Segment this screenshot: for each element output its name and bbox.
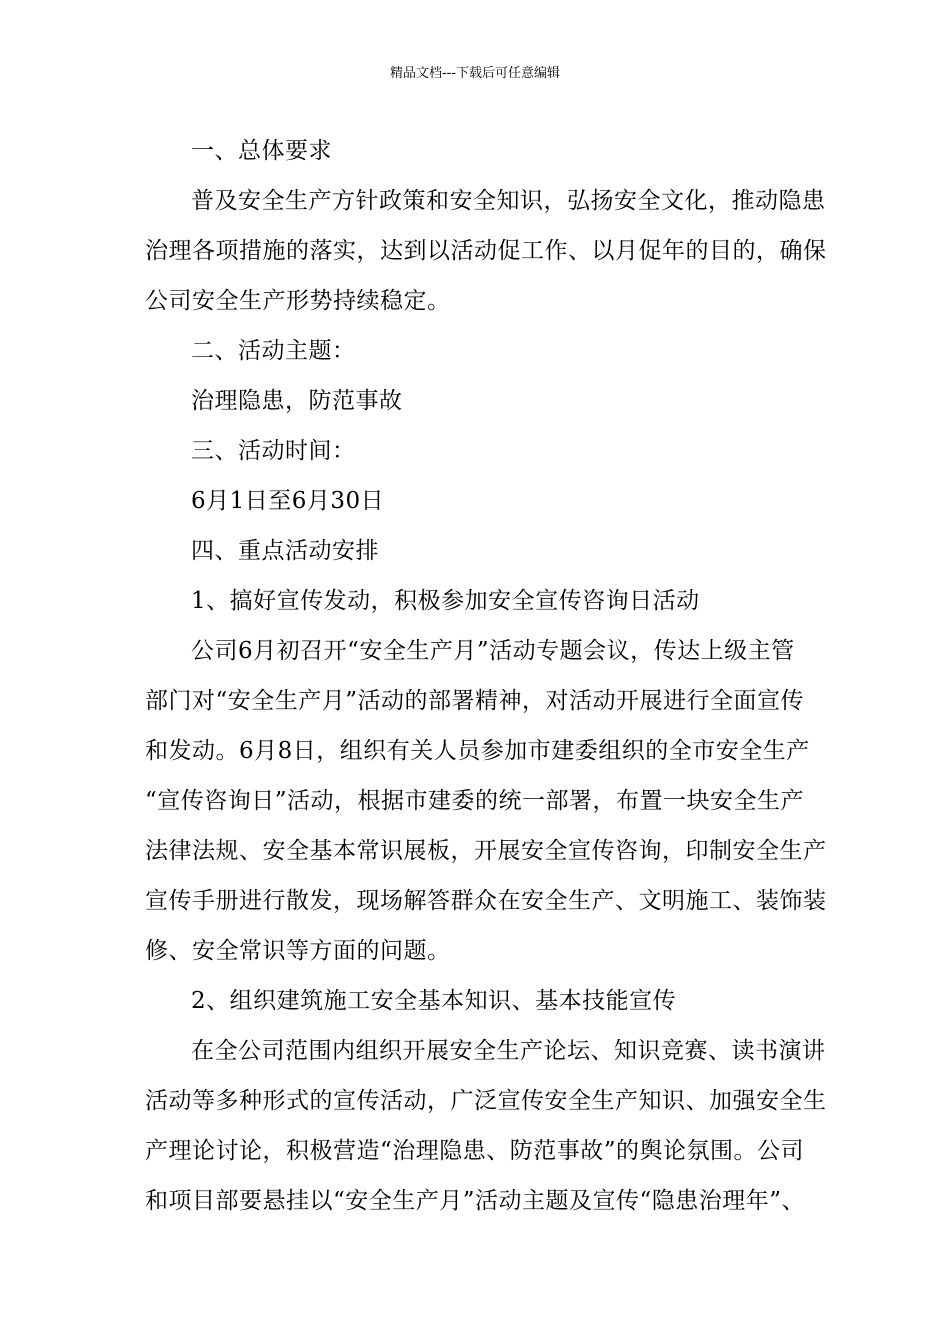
- text-line: 一、总体要求: [191, 138, 332, 164]
- text-line: 四、重点活动安排: [191, 538, 379, 564]
- text-line: 部门对“安全生产月”活动的部署精神，对活动开展进行全面宣传: [145, 688, 805, 714]
- text-line: 修、安全常识等方面的问题。: [145, 938, 451, 964]
- page-header: 精品文档---下载后可任意编辑: [389, 66, 561, 81]
- text-line: 公司6月初召开“安全生产月”活动专题会议，传达上级主管: [191, 638, 795, 664]
- text-line: 活动等多种形式的宣传活动，广泛宣传安全生产知识、加强安全生: [145, 1088, 827, 1114]
- text-line: 宣传手册进行散发，现场解答群众在安全生产、文明施工、装饰装: [145, 888, 827, 914]
- text-line: 2、组织建筑施工安全基本知识、基本技能宣传: [191, 988, 677, 1014]
- text-line: 和项目部要悬挂以“安全生产月”活动主题及宣传“隐患治理年”、: [145, 1188, 806, 1214]
- text-line: 6月1日至6月30日: [191, 488, 385, 514]
- text-line: 和发动。6月8日，组织有关人员参加市建委组织的全市安全生产: [145, 738, 810, 764]
- text-line: “宣传咨询日”活动，根据市建委的统一部署，布置一块安全生产: [145, 788, 805, 814]
- text-line: 治理隐患，防范事故: [191, 388, 403, 414]
- text-line: 三、活动时间：: [191, 438, 356, 464]
- text-line: 普及安全生产方针政策和安全知识，弘扬安全文化，推动隐患: [191, 188, 826, 214]
- text-line: 法律法规、安全基本常识展板，开展安全宣传咨询，印制安全生产: [145, 838, 827, 864]
- text-line: 在全公司范围内组织开展安全生产论坛、知识竞赛、读书演讲: [191, 1038, 826, 1064]
- text-line: 治理各项措施的落实，达到以活动促工作、以月促年的目的，确保: [145, 238, 827, 264]
- document-body: [145, 126, 827, 1226]
- text-line: 1、搞好宣传发动，积极参加安全宣传咨询日活动: [191, 588, 700, 614]
- text-line: 公司安全生产形势持续稳定。: [145, 288, 451, 314]
- text-line: 二、活动主题：: [191, 338, 356, 364]
- text-line: 产理论讨论，积极营造“治理隐患、防范事故”的舆论氛围。公司: [145, 1138, 805, 1164]
